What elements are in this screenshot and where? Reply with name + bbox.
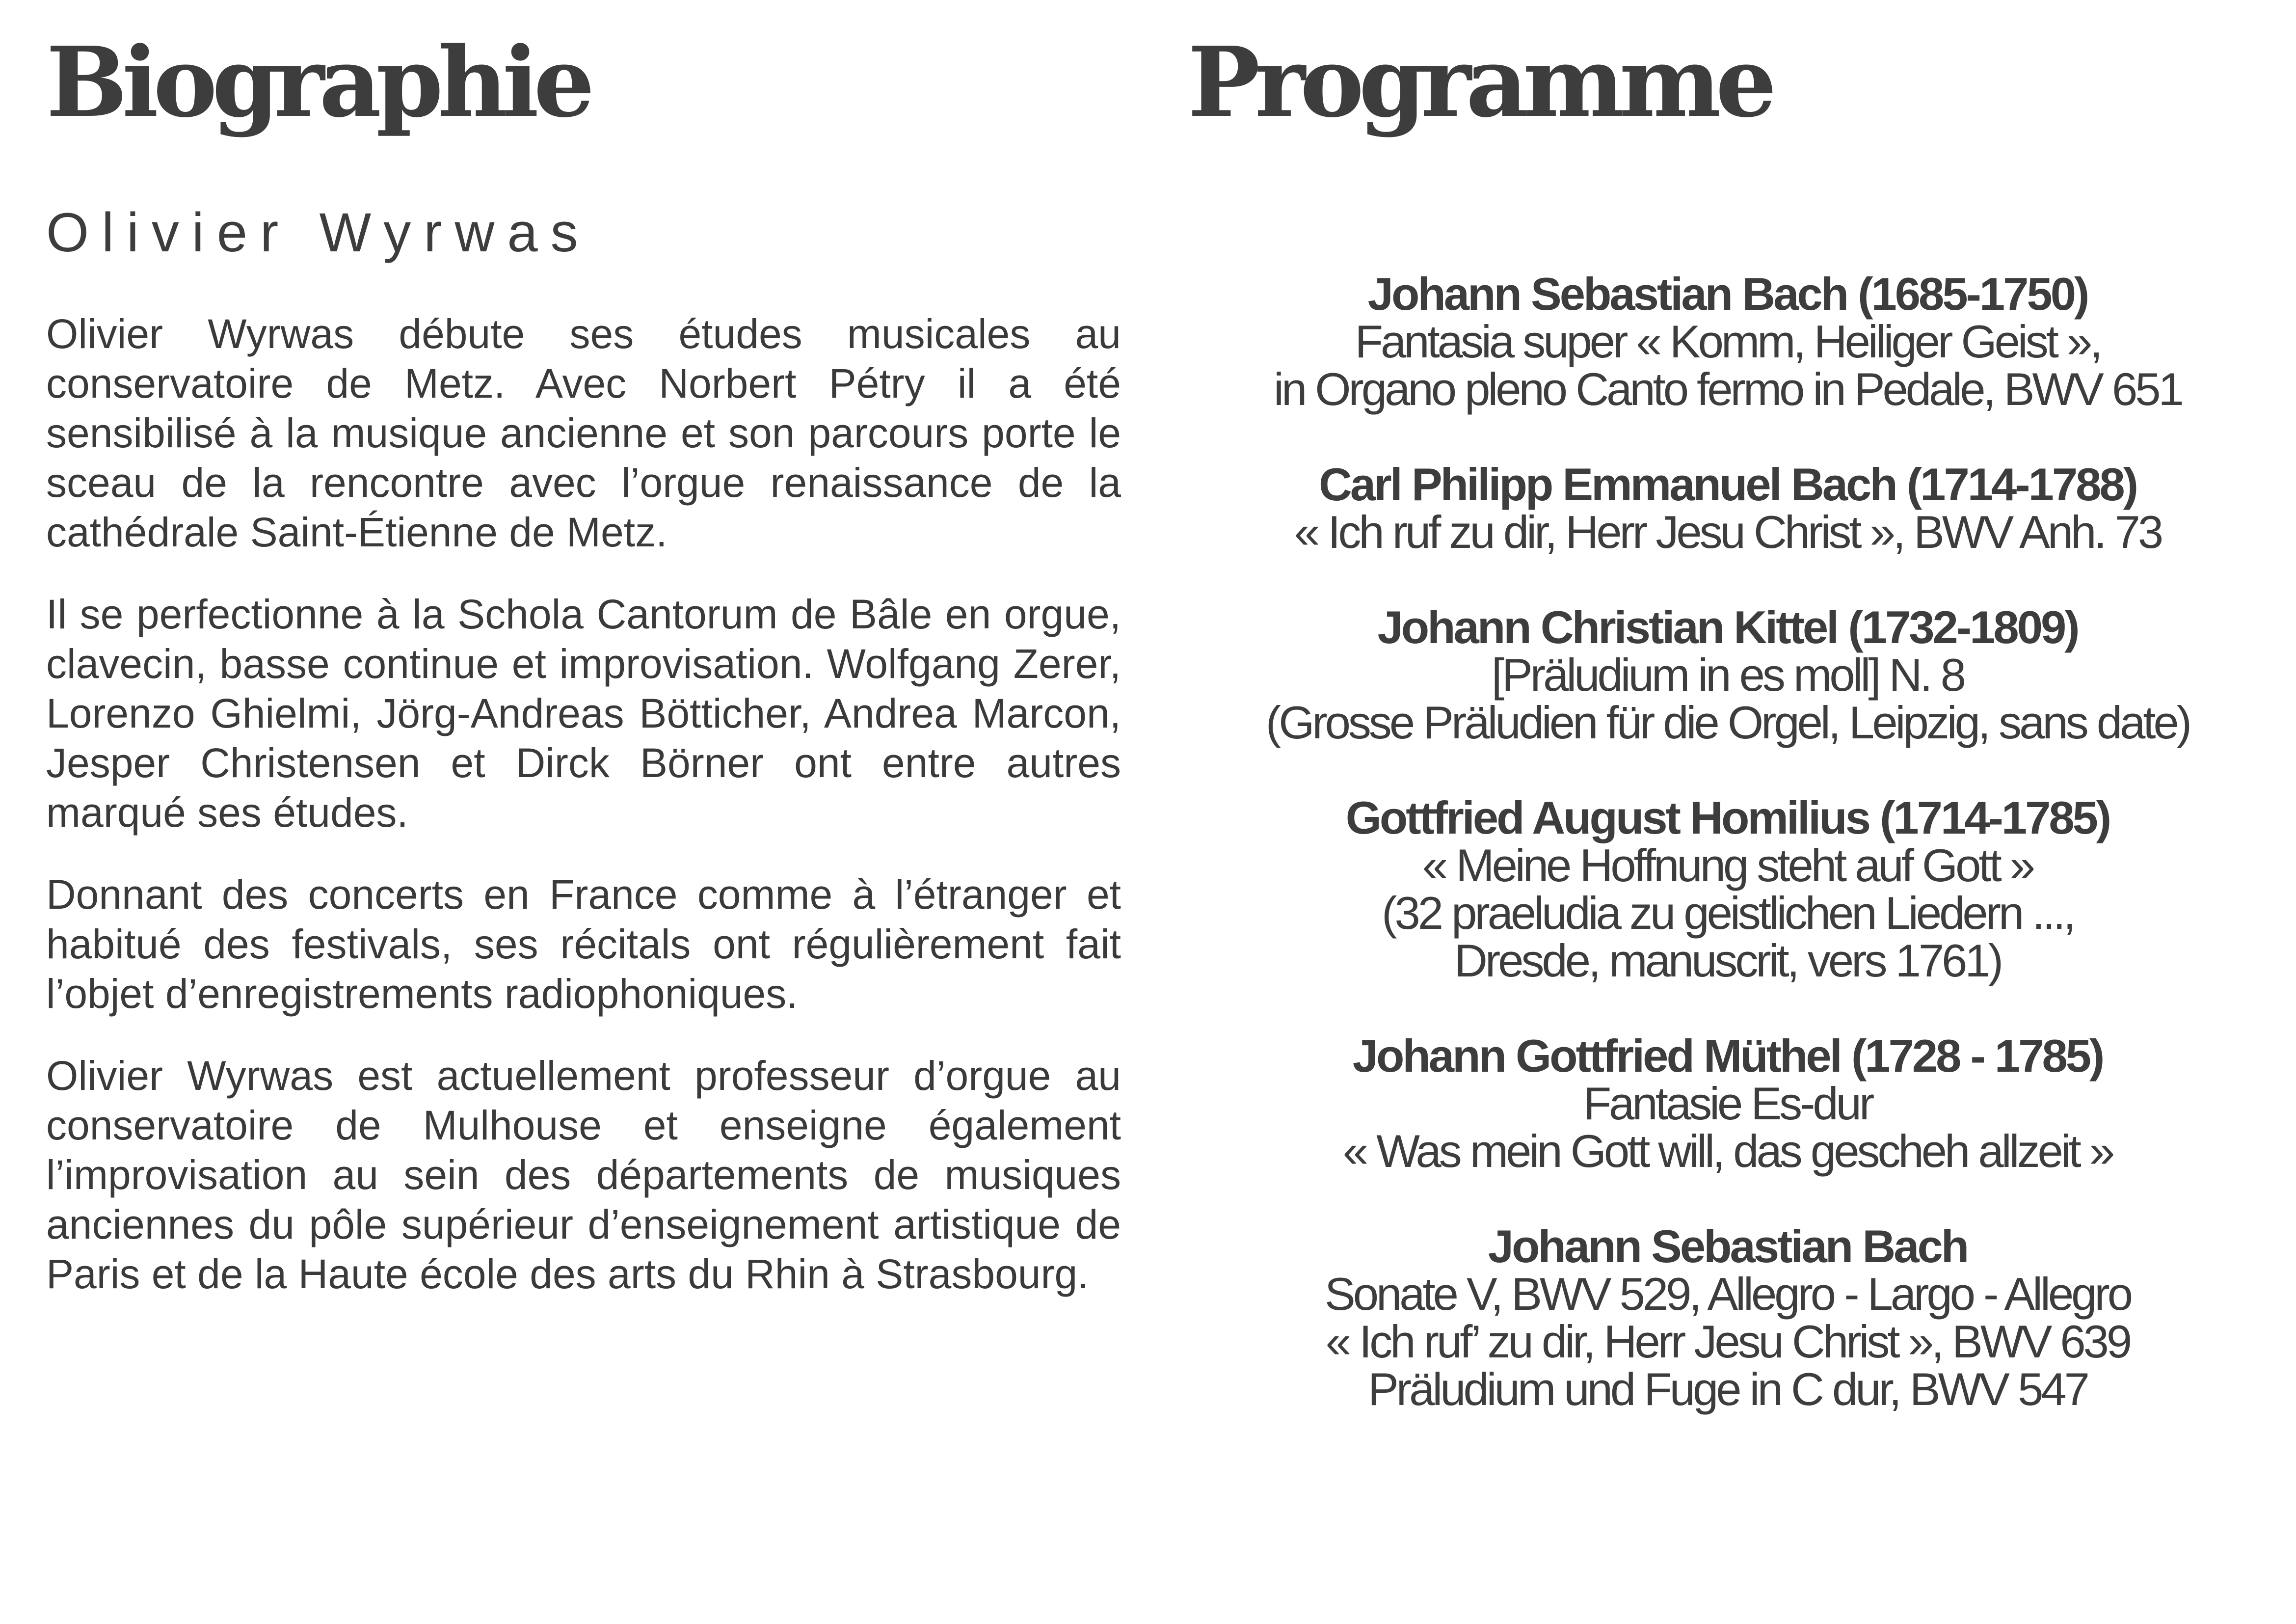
work-line: Dresde, manuscrit, vers 1761) [1454, 935, 2002, 986]
composer-name: Carl Philipp Emmanuel Bach (1714-1788) [1319, 459, 2136, 510]
programme-item [1188, 270, 2268, 413]
work-line: « Ich ruf’ zu dir, Herr Jesu Christ », BWV 639 [1325, 1316, 2130, 1367]
programme-item [1188, 460, 2268, 556]
work-line: in Organo pleno Canto fermo in Pedale, BWV 651 [1274, 363, 2182, 415]
programme-item [1188, 794, 2268, 984]
programme-item [1188, 603, 2268, 746]
composer-name: Johann Gottfried Müthel (1728 - 1785) [1352, 1030, 2103, 1082]
bio-paragraph: Olivier Wyrwas est actuellement professeur d’orgue au conservatoire de Mulhouse et enseigne également l’improvisation au sein des départements de musiques anciennes du pôle supérieur d’enseignement artistique de Paris et de la Haute école des arts du Rhin à Strasbourg. [46, 1053, 1121, 1297]
programme-list [1188, 270, 2268, 1413]
biographie-column [46, 26, 1121, 1331]
work-line: Fantasie Es-dur [1583, 1078, 1872, 1129]
bio-paragraph: Olivier Wyrwas débute ses études musicales au conservatoire de Metz. Avec Norbert Pétry il a été sensibilisé à la musique ancienne et son parcours porte le sceau de la rencontre avec l’orgue renaissance de la cathédrale Saint-Étienne de Metz. [46, 311, 1121, 555]
composer-name: Gottfried August Homilius (1714-1785) [1345, 792, 2110, 843]
work-line: (Grosse Präludien für die Orgel, Leipzig, sans date) [1265, 697, 2190, 748]
biographie-heading: Biographie [46, 26, 589, 139]
programme-item [1188, 1222, 2268, 1413]
work-line: « Ich ruf zu dir, Herr Jesu Christ », BWV Anh. 73 [1294, 506, 2162, 558]
work-line: « Was mein Gott will, das gescheh allzeit » [1342, 1125, 2113, 1177]
biography-text [46, 309, 1121, 1299]
work-line: (32 praeludia zu geistlichen Liedern ..., [1382, 887, 2074, 939]
work-line: Präludium und Fuge in C dur, BWV 547 [1368, 1363, 2087, 1415]
work-line: Sonate V, BWV 529, Allegro - Largo - Allegro [1325, 1268, 2131, 1320]
work-line: Fantasia super « Komm, Heiliger Geist », [1355, 316, 2101, 367]
work-line: [Präludium in es moll] N. 8 [1491, 649, 1964, 701]
work-line: « Meine Hoffnung steht auf Gott » [1422, 839, 2033, 891]
artist-name: Olivier Wyrwas [46, 202, 591, 263]
programme-item [1188, 1032, 2268, 1175]
composer-name: Johann Sebastian Bach [1488, 1220, 1968, 1272]
programme-column [1188, 26, 2268, 1461]
programme-heading: Programme [1188, 26, 1772, 139]
bio-paragraph: Il se perfectionne à la Schola Cantorum de Bâle en orgue, clavecin, basse continue et improvisation. Wolfgang Zerer, Lorenzo Ghielmi, Jörg-Andreas Bötticher, Andrea Marcon, Jesper Christensen et Dirck Börner ont entre autres marqué ses études. [46, 591, 1121, 836]
composer-name: Johann Sebastian Bach (1685-1750) [1367, 268, 2088, 320]
composer-name: Johann Christian Kittel (1732-1809) [1377, 601, 2078, 653]
bio-paragraph: Donnant des concerts en France comme à l’étranger et habitué des festivals, ses récitals ont régulièrement fait l’objet d’enregistrements radiophoniques. [46, 871, 1121, 1017]
